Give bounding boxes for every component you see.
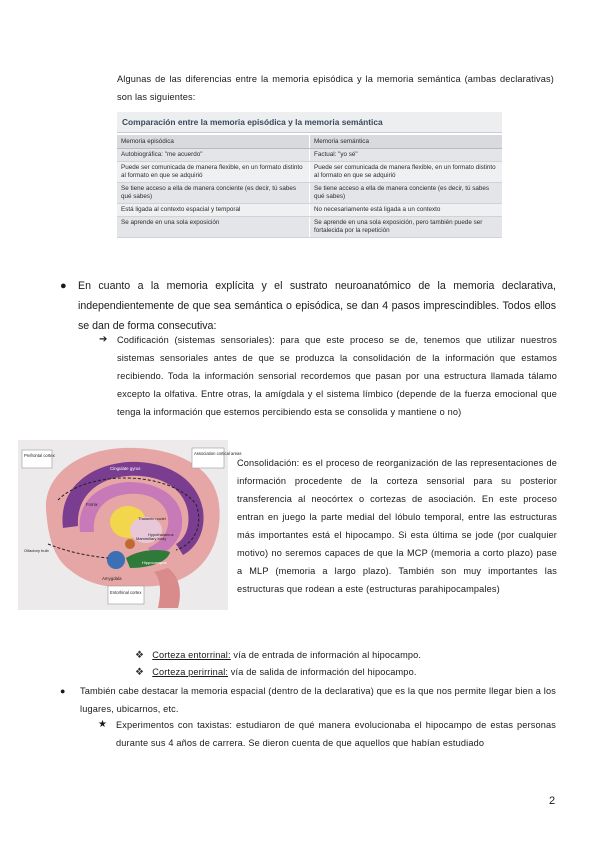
figure-label: Prefrontal cortex xyxy=(24,453,55,458)
bullet-dot-icon: ● xyxy=(60,280,67,292)
table-cell: Se aprende en una sola exposición xyxy=(117,217,310,238)
table-row xyxy=(117,149,502,162)
limbic-system-figure xyxy=(18,440,242,610)
table-cell: Puede ser comunicada de manera flexible, en un formato distinto al formato en que se adquirió xyxy=(310,162,503,183)
figure-label: Cingulate gyrus xyxy=(110,466,141,471)
table-row xyxy=(117,162,502,183)
table-cell: Se tiene acceso a ella de manera conciente (es decir, tú sabes qué sabes) xyxy=(310,183,503,204)
table-row xyxy=(117,217,502,238)
table-cell: Puede ser comunicada de manera flexible, en un formato distinto al formato en que se adquirió xyxy=(117,162,310,183)
memoria-espacial-paragraph: También cabe destacar la memoria espacial (dentro de la declarativa) que es la que nos permite llegar bien a los lugares, ubicarnos, etc. xyxy=(80,686,556,714)
bullet-explicit-memory: En cuanto a la memoria explícita y el sustrato neuroanatómico de la memoria declarativa, independientemente de que sea semántica o episódica, se dan 4 pasos imprescindibles. Todos ellos se dan de forma consecutiva: xyxy=(78,280,556,332)
table-header: Memoria semántica xyxy=(310,135,503,149)
diamond-bullet-icon: ❖ xyxy=(135,650,145,661)
table-title: Comparación entre la memoria episódica y la memoria semántica xyxy=(117,112,502,133)
intro-paragraph: Algunas de las diferencias entre la memoria episódica y la memoria semántica (ambas declarativas) son las siguientes: xyxy=(117,74,554,102)
figure-label: Association cortical areas xyxy=(194,451,242,456)
amygdala xyxy=(107,551,125,569)
experimentos-paragraph: Experimentos con taxistas: estudiaron de qué manera evolucionaba el hipocampo de estas personas durante sus 4 años de carrera. Se dieron cuenta de que aquellos que habían estudiado xyxy=(116,720,556,748)
label-box xyxy=(108,586,144,604)
figure-label: Olfactory bulb xyxy=(24,548,49,553)
corteza-perirrinal-item xyxy=(135,663,555,682)
figure-label: Hypothalamus xyxy=(148,532,174,537)
figure-label: Thalamic nuclei xyxy=(138,516,166,521)
figure-label: Entorhinal cortex xyxy=(110,590,142,595)
table-cell: Autobiográfica: "me acuerdo" xyxy=(117,149,310,162)
term: Corteza perirrinal: xyxy=(152,667,229,677)
comparison-table xyxy=(117,135,502,238)
table-cell: Se aprende en una sola exposición, pero también puede ser fortalecida por la repetición xyxy=(310,217,503,238)
table-cell: Se tiene acceso a ella de manera conciente (es decir, tú sabes qué sabes) xyxy=(117,183,310,204)
table-cell: Está ligada al contexto espacial y temporal xyxy=(117,204,310,217)
table-header-row xyxy=(117,135,502,149)
term-description: vía de entrada de información al hipocampo. xyxy=(230,650,422,660)
arrow-right-icon: ➔ xyxy=(99,334,108,345)
table-cell: No necesariamente está ligada a un contexto xyxy=(310,204,503,217)
table-row xyxy=(117,204,502,217)
bullet-dot-icon: ● xyxy=(60,686,66,696)
table-row xyxy=(117,183,502,204)
codificacion-paragraph: Codificación (sistemas sensoriales): para que este proceso se de, tenemos que utilizar nuestros sistemas sensoriales antes de que se produzca la consolidación de la información que estamos recibiendo. Toda la información sensorial recordemos que pasan por una estructura llamada tálamo excepto la olfativa. Entre otras, la amígdala y el sistema límbico (depende de la fuerza emocional que tenga la información que estemos percibiendo esta se consolida y mantiene o no) xyxy=(117,335,557,417)
consolidacion-paragraph: Consolidación: es el proceso de reorganización de las representaciones de información procedente de la corteza sensorial para su posterior transferencia al neocórtex o cortezas de asociación. En este proceso entran en juego la parte medial del lóbulo temporal, entre las estructuras más importantes está el hipocampo. Si esta última se jode (por cualquier motivo) no seremos capaces de que la MCP (memoria a corto plazo) pase a MLP (memoria a largo plazo). También son muy importantes las estructuras que rodean a este (estructuras parahipocampales) xyxy=(237,458,557,594)
table-header: Memoria episódica xyxy=(117,135,310,149)
figure-label: Mammillary body xyxy=(136,536,167,541)
figure-label: Hippocampus xyxy=(142,560,167,565)
term: Corteza entorrinal: xyxy=(152,650,231,660)
term-description: vía de salida de información del hipocampo. xyxy=(228,667,417,677)
diamond-bullet-icon: ❖ xyxy=(135,667,145,678)
figure-label: Amygdala xyxy=(102,576,122,581)
table-cell: Factual: "yo sé" xyxy=(310,149,503,162)
figure-label: Fornix xyxy=(86,502,98,507)
mammillary-body xyxy=(125,539,135,549)
page-number: 2 xyxy=(549,795,556,807)
star-bullet-icon: ★ xyxy=(98,719,107,730)
